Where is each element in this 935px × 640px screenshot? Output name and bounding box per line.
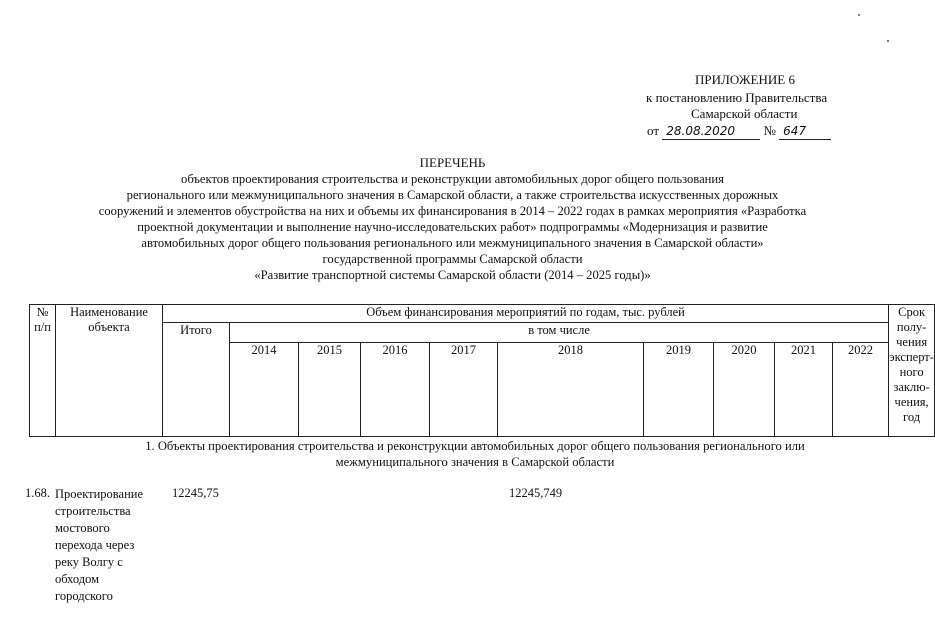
header-year-cell: 2014 bbox=[230, 343, 299, 437]
row-number: 1.68. bbox=[25, 486, 50, 500]
header-name-cell: Наименование объекта bbox=[56, 305, 163, 437]
heading-line: проектной документации и выполнение научно-исследовательских работ» подпрограммы «Модернизация и развитие bbox=[137, 220, 768, 234]
appendix-title: ПРИЛОЖЕНИЕ 6 bbox=[695, 72, 795, 87]
appendix-date-line bbox=[647, 123, 831, 140]
document-heading bbox=[0, 155, 905, 283]
heading-line: объектов проектирования строительства и реконструкции автомобильных дорог общего пользования bbox=[181, 172, 724, 186]
header-number-cell: № п/п bbox=[30, 305, 56, 437]
header-year-cell: 2016 bbox=[361, 343, 430, 437]
header-financing-cell: Объем финансирования мероприятий по годам, тыс. рублей bbox=[163, 305, 889, 323]
header-year-cell: 2020 bbox=[714, 343, 775, 437]
header-including-cell: в том числе bbox=[230, 323, 889, 343]
heading-line: регионального или межмуниципального значения в Самарской области, а также строительства искусственных дорожных bbox=[126, 188, 779, 202]
header-total-cell: Итого bbox=[163, 323, 230, 437]
handwritten-number: 647 bbox=[779, 123, 831, 140]
header-year-cell: 2021 bbox=[775, 343, 833, 437]
section-title bbox=[95, 438, 855, 470]
scan-speck bbox=[858, 14, 860, 16]
heading-line: сооружений и элементов обустройства на них и объемы их финансирования в 2014 – 2022 годах в рамках мероприятия «Разработка bbox=[98, 204, 807, 218]
section-title-line: межмуниципального значения в Самарской области bbox=[335, 455, 615, 469]
heading-line: автомобильных дорог общего пользования регионального или межмуниципального значения в Самарской области» bbox=[141, 236, 764, 250]
heading-line: «Развитие транспортной системы Самарской области (2014 – 2025 годы)» bbox=[254, 268, 651, 282]
row-total-value: 12245,75 bbox=[172, 486, 219, 500]
financing-table bbox=[29, 304, 935, 437]
from-label: от bbox=[647, 123, 660, 138]
header-year-cell: 2022 bbox=[833, 343, 889, 437]
header-year-cell: 2018 bbox=[498, 343, 644, 437]
row-object-name: Проектирование строительства мостового перехода через реку Волгу с обходом городского bbox=[55, 487, 144, 603]
row-2018-value: 12245,749 bbox=[509, 486, 563, 500]
header-year-cell: 2019 bbox=[644, 343, 714, 437]
appendix-line: Самарской области bbox=[691, 106, 798, 121]
section-title-line: 1. Объекты проектирования строительства и реконструкции автомобильных дорог общего пользования регионального или bbox=[145, 439, 805, 453]
header-deadline-cell: Срок полу- чения эксперт- ного заклю- чения, год bbox=[889, 305, 935, 437]
number-label: № bbox=[763, 123, 776, 138]
handwritten-date: 28.08.2020 bbox=[662, 123, 760, 140]
header-year-cell: 2017 bbox=[430, 343, 498, 437]
document-title: ПЕРЕЧЕНЬ bbox=[419, 155, 486, 170]
scan-speck bbox=[887, 40, 889, 42]
heading-line: государственной программы Самарской области bbox=[322, 252, 583, 266]
appendix-line: к постановлению Правительства bbox=[646, 90, 828, 105]
header-year-cell: 2015 bbox=[299, 343, 361, 437]
